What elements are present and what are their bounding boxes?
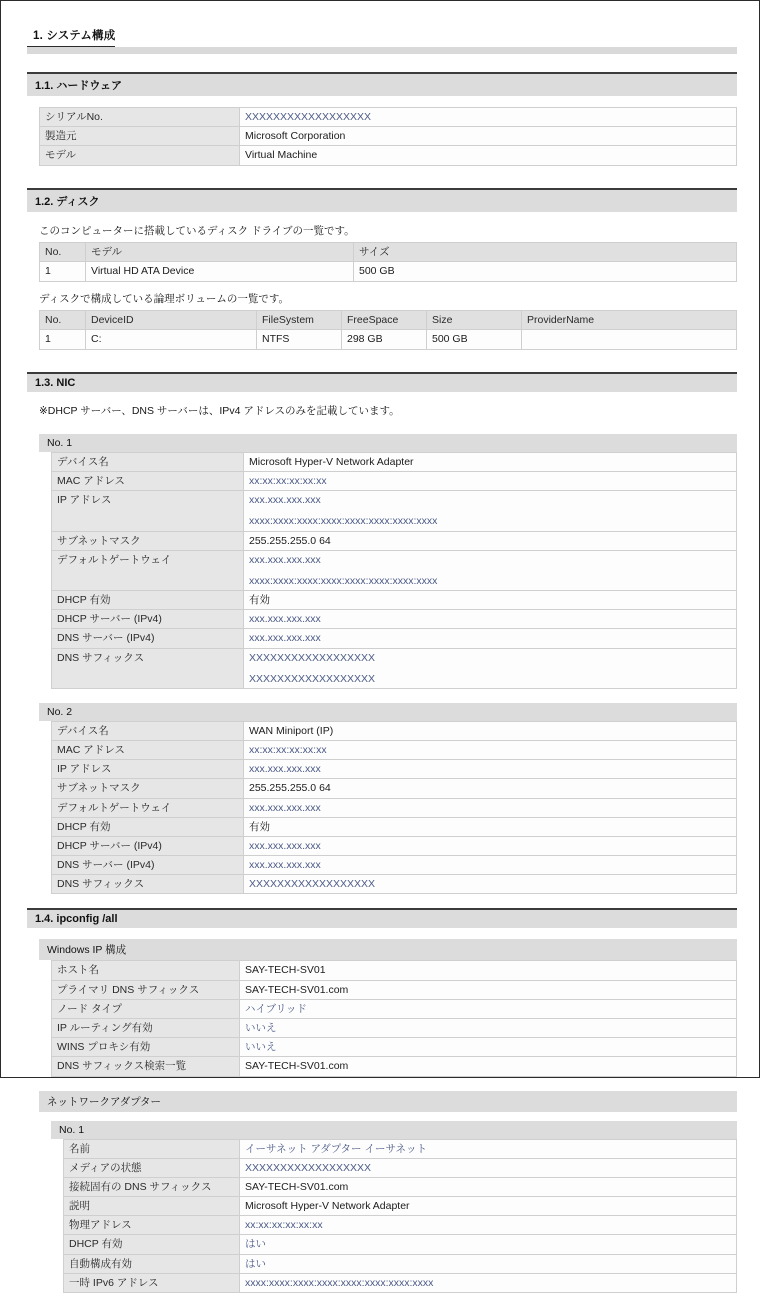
row-value xyxy=(244,550,737,590)
table-row xyxy=(52,721,737,740)
table-row xyxy=(52,452,737,471)
row-value xyxy=(240,1235,737,1254)
value-line: 有効 xyxy=(249,820,270,833)
column-header: No. xyxy=(40,310,86,329)
row-value xyxy=(244,591,737,610)
row-label: サブネットマスク xyxy=(52,531,244,550)
value-line: SAY-TECH-SV01.com xyxy=(245,983,349,996)
row-label: IP ルーティング有効 xyxy=(52,1018,240,1037)
value-line: はい xyxy=(245,1238,266,1251)
table-row xyxy=(64,1235,737,1254)
value-line: 有効 xyxy=(249,594,270,607)
row-value xyxy=(244,648,737,688)
row-value xyxy=(240,1254,737,1273)
table-row xyxy=(52,1057,737,1076)
row-label: 製造元 xyxy=(40,127,240,146)
row-value xyxy=(244,472,737,491)
disk-drives-body xyxy=(40,261,737,281)
section-heading-ipconfig: 1.4. ipconfig /all xyxy=(27,908,737,928)
row-label: モデル xyxy=(40,146,240,165)
row-value xyxy=(244,741,737,760)
adapter-title: No. 1 xyxy=(51,1121,737,1139)
row-value xyxy=(240,1038,737,1057)
adapter-title: No. 1 xyxy=(39,434,737,452)
value-line: SAY-TECH-SV01 xyxy=(245,964,326,977)
row-value xyxy=(244,836,737,855)
hardware-table xyxy=(39,107,737,166)
row-label: DNS サフィックス検索一覧 xyxy=(52,1057,240,1076)
row-value xyxy=(240,1139,737,1158)
value-line: xxx.xxx.xxx.xxx xyxy=(249,613,321,626)
column-header: サイズ xyxy=(354,242,737,261)
column-header: モデル xyxy=(86,242,354,261)
value-line: SAY-TECH-SV01.com xyxy=(245,1180,349,1193)
table-row xyxy=(64,1273,737,1292)
row-value xyxy=(244,610,737,629)
row-label: 物理アドレス xyxy=(64,1216,240,1235)
value-line: SAY-TECH-SV01.com xyxy=(245,1060,349,1073)
row-label: メディアの状態 xyxy=(64,1158,240,1177)
row-label: DNS サフィックス xyxy=(52,648,244,688)
row-label: プライマリ DNS サフィックス xyxy=(52,980,240,999)
row-label: DHCP サーバー (IPv4) xyxy=(52,836,244,855)
row-label: DNS サーバー (IPv4) xyxy=(52,629,244,648)
document-content xyxy=(1,1,759,1293)
column-header: DeviceID xyxy=(86,310,257,329)
table-row xyxy=(52,817,737,836)
value-line: いいえ xyxy=(245,1021,277,1034)
section-heading-hardware: 1.1. ハードウェア xyxy=(27,72,737,96)
row-value xyxy=(244,491,737,531)
table-row xyxy=(52,531,737,550)
adapter-title: No. 2 xyxy=(39,703,737,721)
table-row xyxy=(52,999,737,1018)
table-row xyxy=(64,1139,737,1158)
column-header: FreeSpace xyxy=(342,310,427,329)
row-value xyxy=(240,1057,737,1076)
table-row xyxy=(40,261,737,281)
row-label: IP アドレス xyxy=(52,760,244,779)
row-value xyxy=(244,798,737,817)
value-line: XXXXXXXXXXXXXXXXXX xyxy=(249,651,376,664)
value-line: xxx.xxx.xxx.xxx xyxy=(249,494,321,507)
row-label: 接続固有の DNS サフィックス xyxy=(64,1177,240,1196)
row-label: MAC アドレス xyxy=(52,472,244,491)
row-value xyxy=(244,875,737,894)
row-label: サブネットマスク xyxy=(52,779,244,798)
row-label: DHCP 有効 xyxy=(52,591,244,610)
table-row xyxy=(52,980,737,999)
table-row xyxy=(52,760,737,779)
table-row xyxy=(40,329,737,349)
table-row xyxy=(52,648,737,688)
table-row xyxy=(52,856,737,875)
value-line: xxx.xxx.xxx.xxx xyxy=(249,801,321,814)
value-line: xx:xx:xx:xx:xx:xx xyxy=(249,744,327,757)
disk-volumes-description: ディスクで構成している論理ボリュームの一覧です。 xyxy=(39,292,290,305)
row-value xyxy=(240,999,737,1018)
column-header: FileSystem xyxy=(257,310,342,329)
table-row xyxy=(40,127,737,146)
row-value xyxy=(244,531,737,550)
row-label: デバイス名 xyxy=(52,721,244,740)
row-value xyxy=(244,779,737,798)
value-line: イーサネット アダプター イーサネット xyxy=(245,1142,428,1155)
value-line: xx:xx:xx:xx:xx:xx xyxy=(249,475,327,488)
row-label: 説明 xyxy=(64,1197,240,1216)
disk-drives-description: このコンピューターに搭載しているディスク ドライブの一覧です。 xyxy=(39,224,355,237)
table-cell: 500 GB xyxy=(427,329,522,349)
column-header: No. xyxy=(40,242,86,261)
value-line: xxxx:xxxx:xxxx:xxxx:xxxx:xxxx:xxxx:xxxx xyxy=(245,1276,434,1289)
value-line: ハイブリッド xyxy=(245,1002,307,1015)
value-line: xxx.xxx.xxx.xxx xyxy=(249,859,321,872)
table-cell: NTFS xyxy=(257,329,342,349)
table-cell xyxy=(522,329,737,349)
table-row xyxy=(64,1177,737,1196)
windows-ip-table xyxy=(51,960,737,1076)
table-row xyxy=(52,875,737,894)
row-label: 自動構成有効 xyxy=(64,1254,240,1273)
row-value xyxy=(240,127,737,146)
value-line: XXXXXXXXXXXXXXXXXX xyxy=(245,111,372,123)
table-row xyxy=(52,779,737,798)
row-value xyxy=(244,629,737,648)
row-label: デフォルトゲートウェイ xyxy=(52,798,244,817)
table-cell: 298 GB xyxy=(342,329,427,349)
disk-drives-table xyxy=(39,242,737,282)
row-label: DNS サフィックス xyxy=(52,875,244,894)
value-line: xxx.xxx.xxx.xxx xyxy=(249,839,321,852)
value-line: xxxx:xxxx:xxxx:xxxx:xxxx:xxxx:xxxx:xxxx xyxy=(249,574,438,587)
row-label: DHCP サーバー (IPv4) xyxy=(52,610,244,629)
row-label: DNS サーバー (IPv4) xyxy=(52,856,244,875)
row-label: デバイス名 xyxy=(52,452,244,471)
table-row xyxy=(52,472,737,491)
section-heading-nic: 1.3. NIC xyxy=(27,372,737,392)
table-row xyxy=(64,1197,737,1216)
value-line: XXXXXXXXXXXXXXXXXX xyxy=(249,672,376,685)
table-row xyxy=(52,1038,737,1057)
table-cell: 500 GB xyxy=(354,261,737,281)
row-label: WINS プロキシ有効 xyxy=(52,1038,240,1057)
value-line: xxx.xxx.xxx.xxx xyxy=(249,553,321,566)
value-line: Microsoft Hyper-V Network Adapter xyxy=(245,1200,410,1213)
page-title-block xyxy=(27,27,737,54)
row-label: DHCP 有効 xyxy=(64,1235,240,1254)
value-line: XXXXXXXXXXXXXXXXXX xyxy=(245,1161,372,1174)
row-label: DHCP 有効 xyxy=(52,817,244,836)
table-cell: 1 xyxy=(40,261,86,281)
table-row xyxy=(52,610,737,629)
value-line: XXXXXXXXXXXXXXXXXX xyxy=(249,878,376,891)
row-label: IP アドレス xyxy=(52,491,244,531)
value-line: xxx.xxx.xxx.xxx xyxy=(249,632,321,645)
table-row xyxy=(40,108,737,127)
disk-volumes-body xyxy=(40,329,737,349)
table-row xyxy=(52,591,737,610)
row-value xyxy=(240,980,737,999)
row-label: デフォルトゲートウェイ xyxy=(52,550,244,590)
value-line: いいえ xyxy=(245,1041,277,1054)
row-label: ホスト名 xyxy=(52,961,240,980)
row-value xyxy=(240,1197,737,1216)
value-line: Virtual Machine xyxy=(245,149,318,162)
value-line: Microsoft Hyper-V Network Adapter xyxy=(249,455,414,468)
table-row xyxy=(52,491,737,531)
value-line: WAN Miniport (IP) xyxy=(249,724,334,737)
disk-drives-head xyxy=(40,242,737,261)
row-label: 一時 IPv6 アドレス xyxy=(64,1273,240,1292)
table-row xyxy=(52,961,737,980)
table-row xyxy=(52,1018,737,1037)
nic-note: ※DHCP サーバー、DNS サーバーは、IPv4 アドレスのみを記載しています。 xyxy=(39,404,400,417)
row-label: 名前 xyxy=(64,1139,240,1158)
value-line: xxxx:xxxx:xxxx:xxxx:xxxx:xxxx:xxxx:xxxx xyxy=(249,515,438,528)
table-row xyxy=(64,1254,737,1273)
table-header-row xyxy=(40,310,737,329)
table-cell: Virtual HD ATA Device xyxy=(86,261,354,281)
windows-ip-body xyxy=(52,961,737,1076)
value-line: 255.255.255.0 64 xyxy=(249,534,331,547)
hardware-table-body xyxy=(40,108,737,166)
table-row xyxy=(64,1216,737,1235)
table-cell: 1 xyxy=(40,329,86,349)
value-line: はい xyxy=(245,1257,266,1270)
page-title: 1. システム構成 xyxy=(27,27,115,47)
value-line: xxx.xxx.xxx.xxx xyxy=(249,763,321,776)
row-value xyxy=(240,1018,737,1037)
disk-volumes-head xyxy=(40,310,737,329)
network-adapters-title: ネットワークアダプター xyxy=(39,1091,737,1112)
section-heading-disk: 1.2. ディスク xyxy=(27,188,737,212)
value-line: Microsoft Corporation xyxy=(245,130,346,143)
row-value xyxy=(240,1177,737,1196)
disk-volumes-table xyxy=(39,310,737,350)
adapter-table xyxy=(51,721,737,895)
value-line: 255.255.255.0 64 xyxy=(249,782,331,795)
row-value xyxy=(244,856,737,875)
table-cell: C: xyxy=(86,329,257,349)
row-value xyxy=(244,721,737,740)
row-label: MAC アドレス xyxy=(52,741,244,760)
windows-ip-title: Windows IP 構成 xyxy=(39,939,737,960)
table-row xyxy=(52,836,737,855)
table-row xyxy=(52,741,737,760)
adapter-table xyxy=(51,452,737,689)
table-row xyxy=(52,798,737,817)
row-value xyxy=(244,760,737,779)
ipconfig-adapter-list xyxy=(27,1121,737,1293)
column-header: ProviderName xyxy=(522,310,737,329)
table-row xyxy=(52,629,737,648)
row-value xyxy=(240,1216,737,1235)
row-value xyxy=(240,1158,737,1177)
row-value xyxy=(240,1273,737,1292)
adapter-table xyxy=(63,1139,737,1293)
row-value xyxy=(240,108,737,127)
table-row xyxy=(40,146,737,165)
row-value xyxy=(240,146,737,165)
column-header: Size xyxy=(427,310,522,329)
row-value xyxy=(244,452,737,471)
nic-adapter-list xyxy=(27,434,737,895)
value-line: xx:xx:xx:xx:xx:xx xyxy=(245,1219,323,1232)
row-value xyxy=(244,817,737,836)
row-label: シリアルNo. xyxy=(40,108,240,127)
table-header-row xyxy=(40,242,737,261)
table-row xyxy=(52,550,737,590)
row-value xyxy=(240,961,737,980)
row-label: ノード タイプ xyxy=(52,999,240,1018)
table-row xyxy=(64,1158,737,1177)
